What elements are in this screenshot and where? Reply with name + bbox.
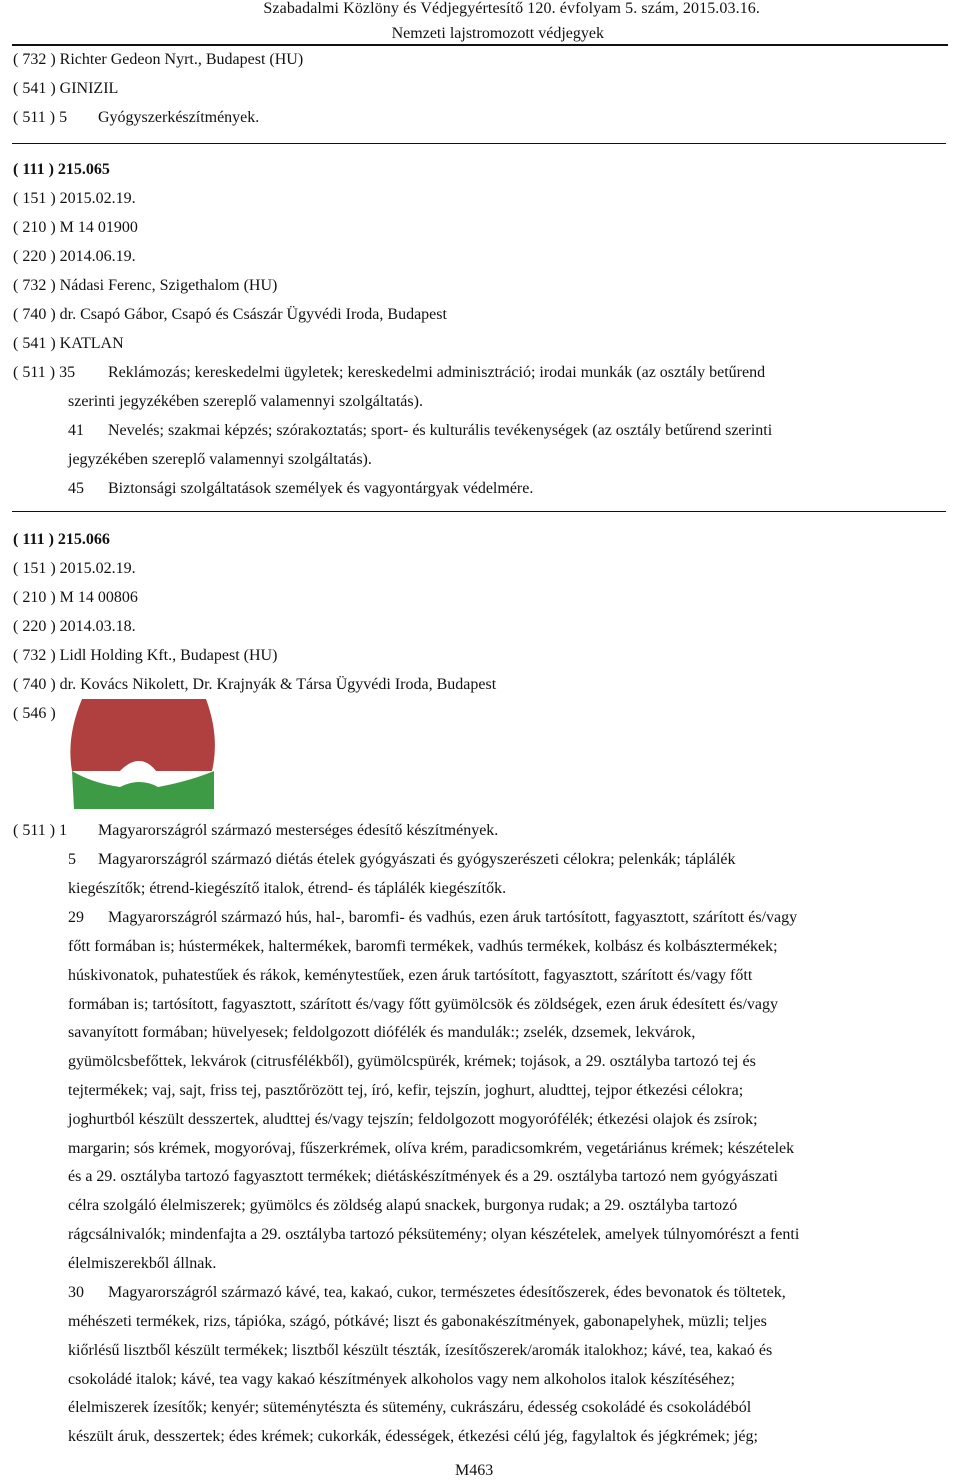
- journal-title: Szabadalmi Közlöny és Védjegyértesítő 120. évfolyam 5. szám, 2015.03.16.: [263, 0, 760, 17]
- holder-line: ( 732 ) Nádasi Ferenc, Szigethalom (HU): [13, 277, 278, 294]
- representative-line: ( 740 ) dr. Kovács Nikolett, Dr. Krajnyák & Társa Ügyvédi Iroda, Budapest: [13, 676, 497, 693]
- class-text-line: margarin; sós krémek, mogyoróvaj, fűszerkrémek, olíva krém, paradicsomkrém, vegetáriánus krémek; készételek: [68, 1139, 795, 1157]
- class-code: 29: [68, 909, 84, 926]
- class-text: Magyarországról származó mesterséges édesítő készítmények.: [98, 822, 499, 839]
- class-text-line: formában is; tartósított, fagyasztott, szárított és/vagy főtt gyümölcsök és zöldségek, ezen áruk édesített és/vagy: [68, 995, 779, 1013]
- date-220: ( 220 ) 2014.03.18.: [13, 618, 136, 635]
- class-text: Magyarországról származó kávé, tea, kakaó, cukor, természetes édesítőszerek, édes bevonatok és töltetek,: [108, 1284, 786, 1301]
- class-code: 30: [68, 1284, 84, 1301]
- class-text-line: és a 29. osztályba tartozó fagyasztott termékek; diétáskészítmények és a 29. osztályba tartozó nem gyógyászati: [68, 1168, 778, 1186]
- application-number: ( 210 ) M 14 01900: [13, 219, 138, 236]
- mark-line: ( 541 ) GINIZIL: [13, 80, 119, 97]
- trademark-logo: [68, 697, 220, 809]
- class-code: 5: [68, 851, 76, 868]
- logo-red-band: [70, 699, 215, 771]
- class-text: Biztonsági szolgáltatások személyek és vagyontárgyak védelmére.: [108, 480, 534, 497]
- date-151: ( 151 ) 2015.02.19.: [13, 190, 136, 207]
- class-code: ( 511 ) 1: [13, 822, 68, 839]
- application-number: ( 210 ) M 14 00806: [13, 589, 138, 606]
- mark-line: ( 541 ) KATLAN: [13, 335, 124, 352]
- holder-line: ( 732 ) Lidl Holding Kft., Budapest (HU): [13, 647, 278, 664]
- entry-divider: [12, 511, 946, 512]
- class-text-line: élelmiszerekből állnak.: [68, 1254, 217, 1272]
- class-text-line: tejtermékek; vaj, sajt, friss tej, pasztőrözött tej, író, kefir, tejszín, joghurt, aludttej, tejpor étkezési célokra;: [68, 1082, 744, 1099]
- class-text: kiegészítők; étrend-kiegészítő italok, étrend- és táplálék kiegészítők.: [68, 880, 507, 897]
- page-number: M463: [455, 1462, 494, 1479]
- class-code: ( 511 ) 5: [13, 109, 68, 126]
- class-text-line: húskivonatok, puhatestűek és rákok, keménytestűek, ezen áruk tartósított, fagyasztott, szárított és/vagy főtt: [68, 966, 753, 984]
- header-divider: [12, 44, 948, 46]
- class-text-line: célra szolgáló élelmiszerek; gyümölcs és zöldség alapú snackek, burgonya rudak; a 29. osztályba tartozó: [68, 1197, 738, 1215]
- representative-line: ( 740 ) dr. Csapó Gábor, Csapó és Császár Ügyvédi Iroda, Budapest: [13, 306, 447, 323]
- class-text-line: savanyított formában; hüvelyesek; feldolgozott diófélék és mandulák:; zselék, dzsemek, lekvárok,: [68, 1024, 696, 1042]
- class-text: Reklámozás; kereskedelmi ügyletek; kereskedelmi adminisztráció; irodai munkák (az osztály betűrend: [108, 364, 766, 381]
- class-text-line: készült áruk, desszertek; édes krémek; cukorkák, édességek, étkezési célú jég, fagylaltok és jégkrémek; jég;: [68, 1428, 758, 1446]
- date-151: ( 151 ) 2015.02.19.: [13, 560, 136, 577]
- class-code: ( 511 ) 35: [13, 364, 76, 381]
- figure-label: ( 546 ): [13, 705, 56, 722]
- class-text: jegyzékében szereplő valamennyi szolgáltatás).: [68, 451, 372, 468]
- date-220: ( 220 ) 2014.06.19.: [13, 248, 136, 265]
- class-text: Gyógyszerkészítmények.: [98, 109, 260, 126]
- class-code: 41: [68, 422, 84, 439]
- entry-divider: [12, 143, 946, 144]
- class-text-line: joghurtból készült desszertek, aludttej és/vagy tejszín; feldolgozott mogyorófélék; étkezési olajok és zsírok;: [68, 1110, 758, 1128]
- section-title: Nemzeti lajstromozott védjegyek: [391, 25, 604, 42]
- class-text-line: méhészeti termékek, rizs, tápióka, szágó, pótkávé; liszt és gabonakészítmények, gabonapelyhek, müzli; teljes: [68, 1313, 767, 1330]
- class-text-line: kiőrlésű lisztből készült termékek; lisztből készült tészták, ízesítőszerek/aromák italokhoz; kávé, tea, kakaó és: [68, 1341, 773, 1359]
- registration-number: ( 111 ) 215.065: [13, 161, 110, 178]
- class-code: 45: [68, 480, 84, 497]
- class-text: Nevelés; szakmai képzés; szórakoztatás; sport- és kulturális tevékenységek (az osztály betűrend szerinti: [108, 422, 773, 439]
- registration-number: ( 111 ) 215.066: [13, 531, 110, 548]
- class-text-line: élelmiszerek ízesítők; kenyér; süteménytészta és sütemény, cukrászáru, édesség csokoládé és csokoládéból: [68, 1399, 752, 1417]
- class-text-line: rágcsálnivalók; mindenfajta a 29. osztályba tartozó péksütemény; olyan készételek, amelyek túlnyomórészt a fenti: [68, 1226, 800, 1243]
- class-text: Magyarországról származó hús, hal-, baromfi- és vadhús, ezen áruk tartósított, fagyasztott, szárított és/vagy: [108, 909, 798, 926]
- class-text: szerinti jegyzékében szereplő valamennyi szolgáltatás).: [68, 393, 423, 410]
- class-text: Magyarországról származó diétás ételek gyógyászati és gyógyszerészeti célokra; pelenkák; táplálék: [98, 851, 736, 868]
- holder-line: ( 732 ) Richter Gedeon Nyrt., Budapest (HU): [13, 51, 304, 68]
- class-text-line: csokoládé italok; kávé, tea vagy kakaó készítmények alkoholos vagy nem alkoholos italok készítéséhez;: [68, 1370, 735, 1388]
- class-text-line: gyümölcsbefőttek, lekvárok (citrusfélékből), gyümölcspürék, krémek; tojások, a 29. osztályba tartozó tej és: [68, 1053, 756, 1071]
- class-text-line: főtt formában is; hústermékek, haltermékek, baromfi termékek, vadhús termékek, kolbász és kolbásztermékek;: [68, 938, 778, 955]
